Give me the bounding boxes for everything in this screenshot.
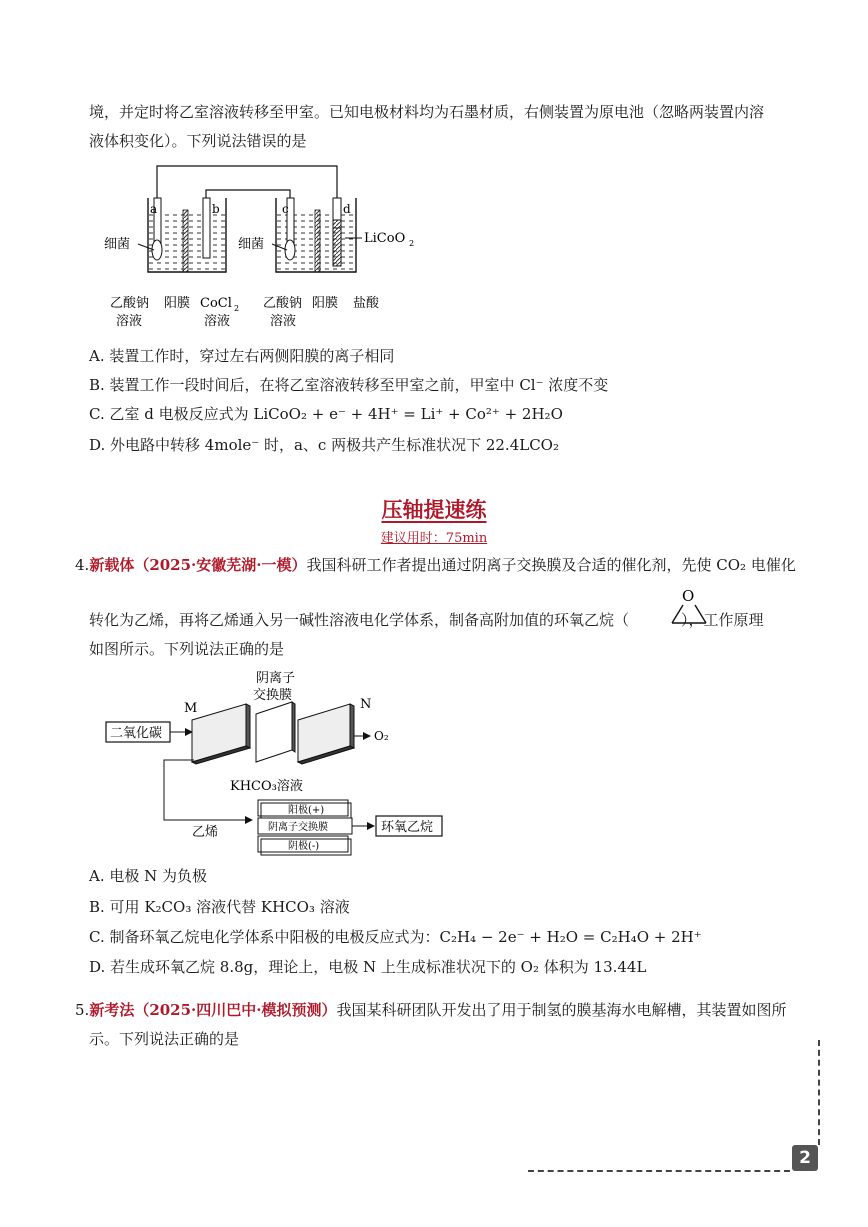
q4-option-a: A. 电极 N 为负极 <box>89 867 208 885</box>
q4-option-c: C. 制备环氧乙烷电化学体系中阳极的电极反应式为：C₂H₄ − 2e⁻ + H₂O = C₂H₄O + 2H⁺ <box>89 928 702 946</box>
label-sodium-acetate-right: 乙酸钠 <box>263 296 303 311</box>
label-co2: 二氧化碳 <box>110 726 163 741</box>
section-subtitle: 建议用时：75min <box>380 531 488 546</box>
label-licoo2: LiCoO <box>364 231 406 246</box>
q4-tag: 新载体（2025·安徽芜湖·一模） <box>89 556 307 574</box>
q4-option-b: B. 可用 K₂CO₃ 溶液代替 KHCO₃ 溶液 <box>89 898 350 916</box>
label-licoo2-sub: 2 <box>409 239 415 248</box>
q4-text-2a: 转化为乙烯，再将乙烯通入另一碱性溶液电化学体系，制备高附加值的环氧乙烷（ <box>89 611 630 629</box>
q3-option-c: C. 乙室 d 电极反应式为 LiCoO₂ + e⁻ + 4H⁺ = Li⁺ + Co²⁺ + 2H₂O <box>89 405 563 423</box>
label-sodium-acetate-left: 乙酸钠 <box>110 296 150 311</box>
label-n: N <box>360 697 372 712</box>
label-cathode: 阴极(-) <box>288 841 320 852</box>
q4-electrocatalysis-figure <box>100 668 460 858</box>
label-bacteria-left: 细菌 <box>104 237 131 252</box>
section-title: 压轴提速练 <box>381 497 487 522</box>
page-number: 2 <box>792 1145 818 1171</box>
label-solution-right: 溶液 <box>270 314 297 329</box>
svg-text:O: O <box>682 587 695 605</box>
label-aem-2: 交换膜 <box>253 688 293 703</box>
q4-text-3: 如图所示。下列说法正确的是 <box>89 640 285 658</box>
label-membrane-left: 阳膜 <box>164 296 191 311</box>
q5-text-2: 示。下列说法正确的是 <box>89 1030 240 1048</box>
page-border-dashed-horizontal <box>528 1170 790 1172</box>
page-border-dashed-vertical <box>818 1040 820 1145</box>
label-membrane-right: 阳膜 <box>312 296 339 311</box>
label-cocl2-sub: 2 <box>234 304 240 313</box>
label-b: b <box>212 202 220 216</box>
label-m: M <box>184 701 198 716</box>
label-cocl2-solution: 溶液 <box>204 314 231 329</box>
q5-number: 5. <box>75 1001 90 1019</box>
epoxide-structure-icon <box>668 585 710 629</box>
label-a: a <box>150 202 158 216</box>
label-cocl2: CoCl <box>200 296 232 311</box>
q4-number: 4. <box>75 556 90 574</box>
q4-text-1: 我国科研工作者提出通过阴离子交换膜及合适的催化剂，先使 CO₂ 电催化 <box>306 556 796 574</box>
label-khco3: KHCO₃溶液 <box>230 779 303 794</box>
label-anode: 阳极(+) <box>288 805 325 816</box>
label-hcl: 盐酸 <box>353 296 380 311</box>
label-aem-1: 阴离子 <box>256 671 296 686</box>
q3-option-a: A. 装置工作时，穿过左右两侧阳膜的离子相同 <box>89 347 395 365</box>
q3-text-line-1: 境，并定时将乙室溶液转移至甲室。已知电极材料均为石墨材质，右侧装置为原电池（忽略两装置内溶 <box>89 103 765 121</box>
label-epoxide: 环氧乙烷 <box>381 820 434 835</box>
q4-option-d: D. 若生成环氧乙烷 8.8g，理论上，电极 N 上生成标准状况下的 O₂ 体积为 13.44L <box>89 958 647 976</box>
q4-line-1 <box>75 555 796 575</box>
label-bacteria-right: 细菌 <box>238 237 265 252</box>
label-o2: O₂ <box>374 729 389 743</box>
label-solution-left: 溶液 <box>116 314 143 329</box>
label-d: d <box>343 202 351 216</box>
label-c: c <box>282 202 289 216</box>
q3-text-line-2: 液体积变化）。下列说法错误的是 <box>89 132 307 150</box>
q3-option-d: D. 外电路中转移 4mole⁻ 时，a、c 两极共产生标准状况下 22.4LCO₂ <box>89 436 559 454</box>
q5-line-1 <box>75 1000 787 1020</box>
q5-tag: 新考法（2025·四川巴中·模拟预测） <box>89 1001 337 1019</box>
label-aem-box: 阴离子交换膜 <box>268 822 328 833</box>
q4-line-2 <box>89 610 764 630</box>
q3-option-b: B. 装置工作一段时间后，在将乙室溶液转移至甲室之前，甲室中 Cl⁻ 浓度不变 <box>89 376 609 394</box>
q4-text-2b: ），工作原理 <box>681 611 764 629</box>
q5-text-1: 我国某科研团队开发出了用于制氢的膜基海水电解槽，其装置如图所 <box>336 1001 787 1019</box>
label-ethylene: 乙烯 <box>192 825 219 840</box>
q3-electrolysis-figure <box>100 158 430 333</box>
